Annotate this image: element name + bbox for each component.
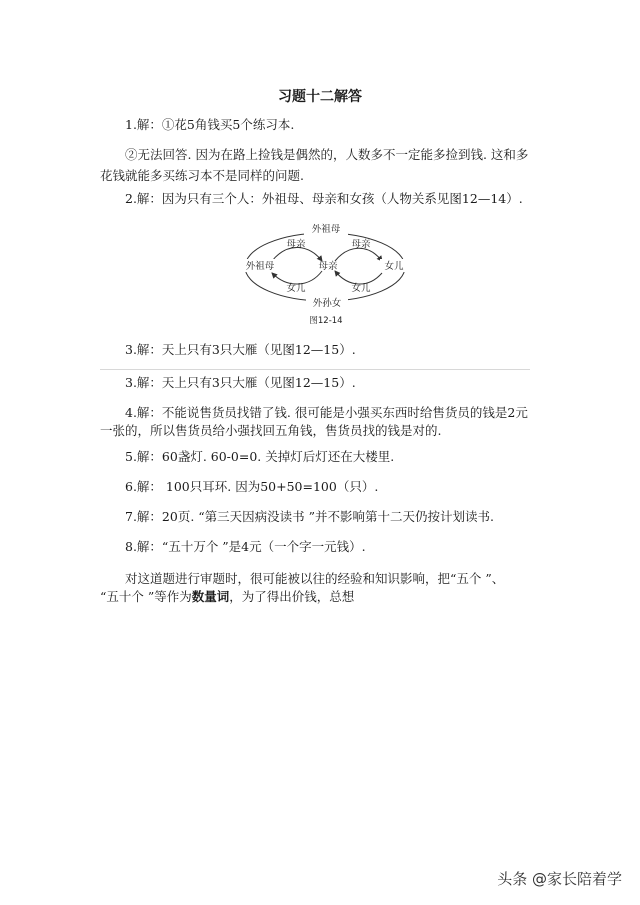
answer-3-repeat: 3.解：天上只有3只大雁（见图12—15）. [125,375,356,390]
answer-3: 3.解：天上只有3只大雁（见图12—15）. [125,342,356,357]
figure-caption: 图12-14 [309,316,343,326]
node-center: 母亲 [318,261,338,272]
watermark: 头条 @家长陪着学 [497,870,622,888]
node-bottom: 外孙女 [312,298,342,309]
arrow-upper-right [335,248,382,261]
label-lower-right: 女儿 [351,283,371,294]
answer-1: 1.解：①花5角钱买5个练习本. [125,117,295,132]
answer-8: 8.解：“五十万个 ”是4元（一个字一元钱）. [125,539,366,554]
label-upper-right: 母亲 [351,239,371,250]
answer-1-part2-line1: ②无法回答. 因为在路上捡钱是偶然的，人数多不一定能多捡到钱. 这和多 [125,147,529,162]
node-right: 女儿 [384,261,404,272]
relationship-diagram [240,219,410,329]
closing-line1: 对这道题进行审题时，很可能被以往的经验和知识影响，把“五个 ”、 [125,571,505,586]
answer-4-line1: 4.解：不能说售货员找错了钱. 很可能是小强买东西时给售货员的钱是2元 [125,405,528,420]
closing-text-a: “五十个 ”等作为 [100,589,192,604]
label-lower-left: 女儿 [286,283,306,294]
closing-bold-term: 数量词 [191,589,230,604]
answer-5: 5.解：60盏灯. 60-0=0. 关掉灯后灯还在大楼里. [125,449,395,464]
relationship-diagram-svg [240,219,410,329]
closing-text-b: ，为了得出价钱，总想 [229,589,355,604]
answer-2: 2.解：因为只有三个人：外祖母、母亲和女孩（人物关系见图12—14）. [125,191,523,206]
page-title: 习题十二解答 [278,89,362,105]
answer-1-part2-line2: 花钱就能多买练习本不是同样的问题. [100,168,304,183]
divider [100,369,530,370]
closing-line2 [100,588,354,606]
answer-6: 6.解： 100只耳环. 因为50+50=100（只）. [125,479,379,494]
label-upper-left: 母亲 [286,239,306,250]
answer-7: 7.解：20页. “第三天因病没读书 ”并不影响第十二天仍按计划读书. [125,509,495,524]
node-left: 外祖母 [245,261,275,272]
node-top: 外祖母 [311,224,341,235]
answer-4-line2: 一张的，所以售货员给小强找回五角钱，售货员找的钱是对的. [100,423,442,438]
